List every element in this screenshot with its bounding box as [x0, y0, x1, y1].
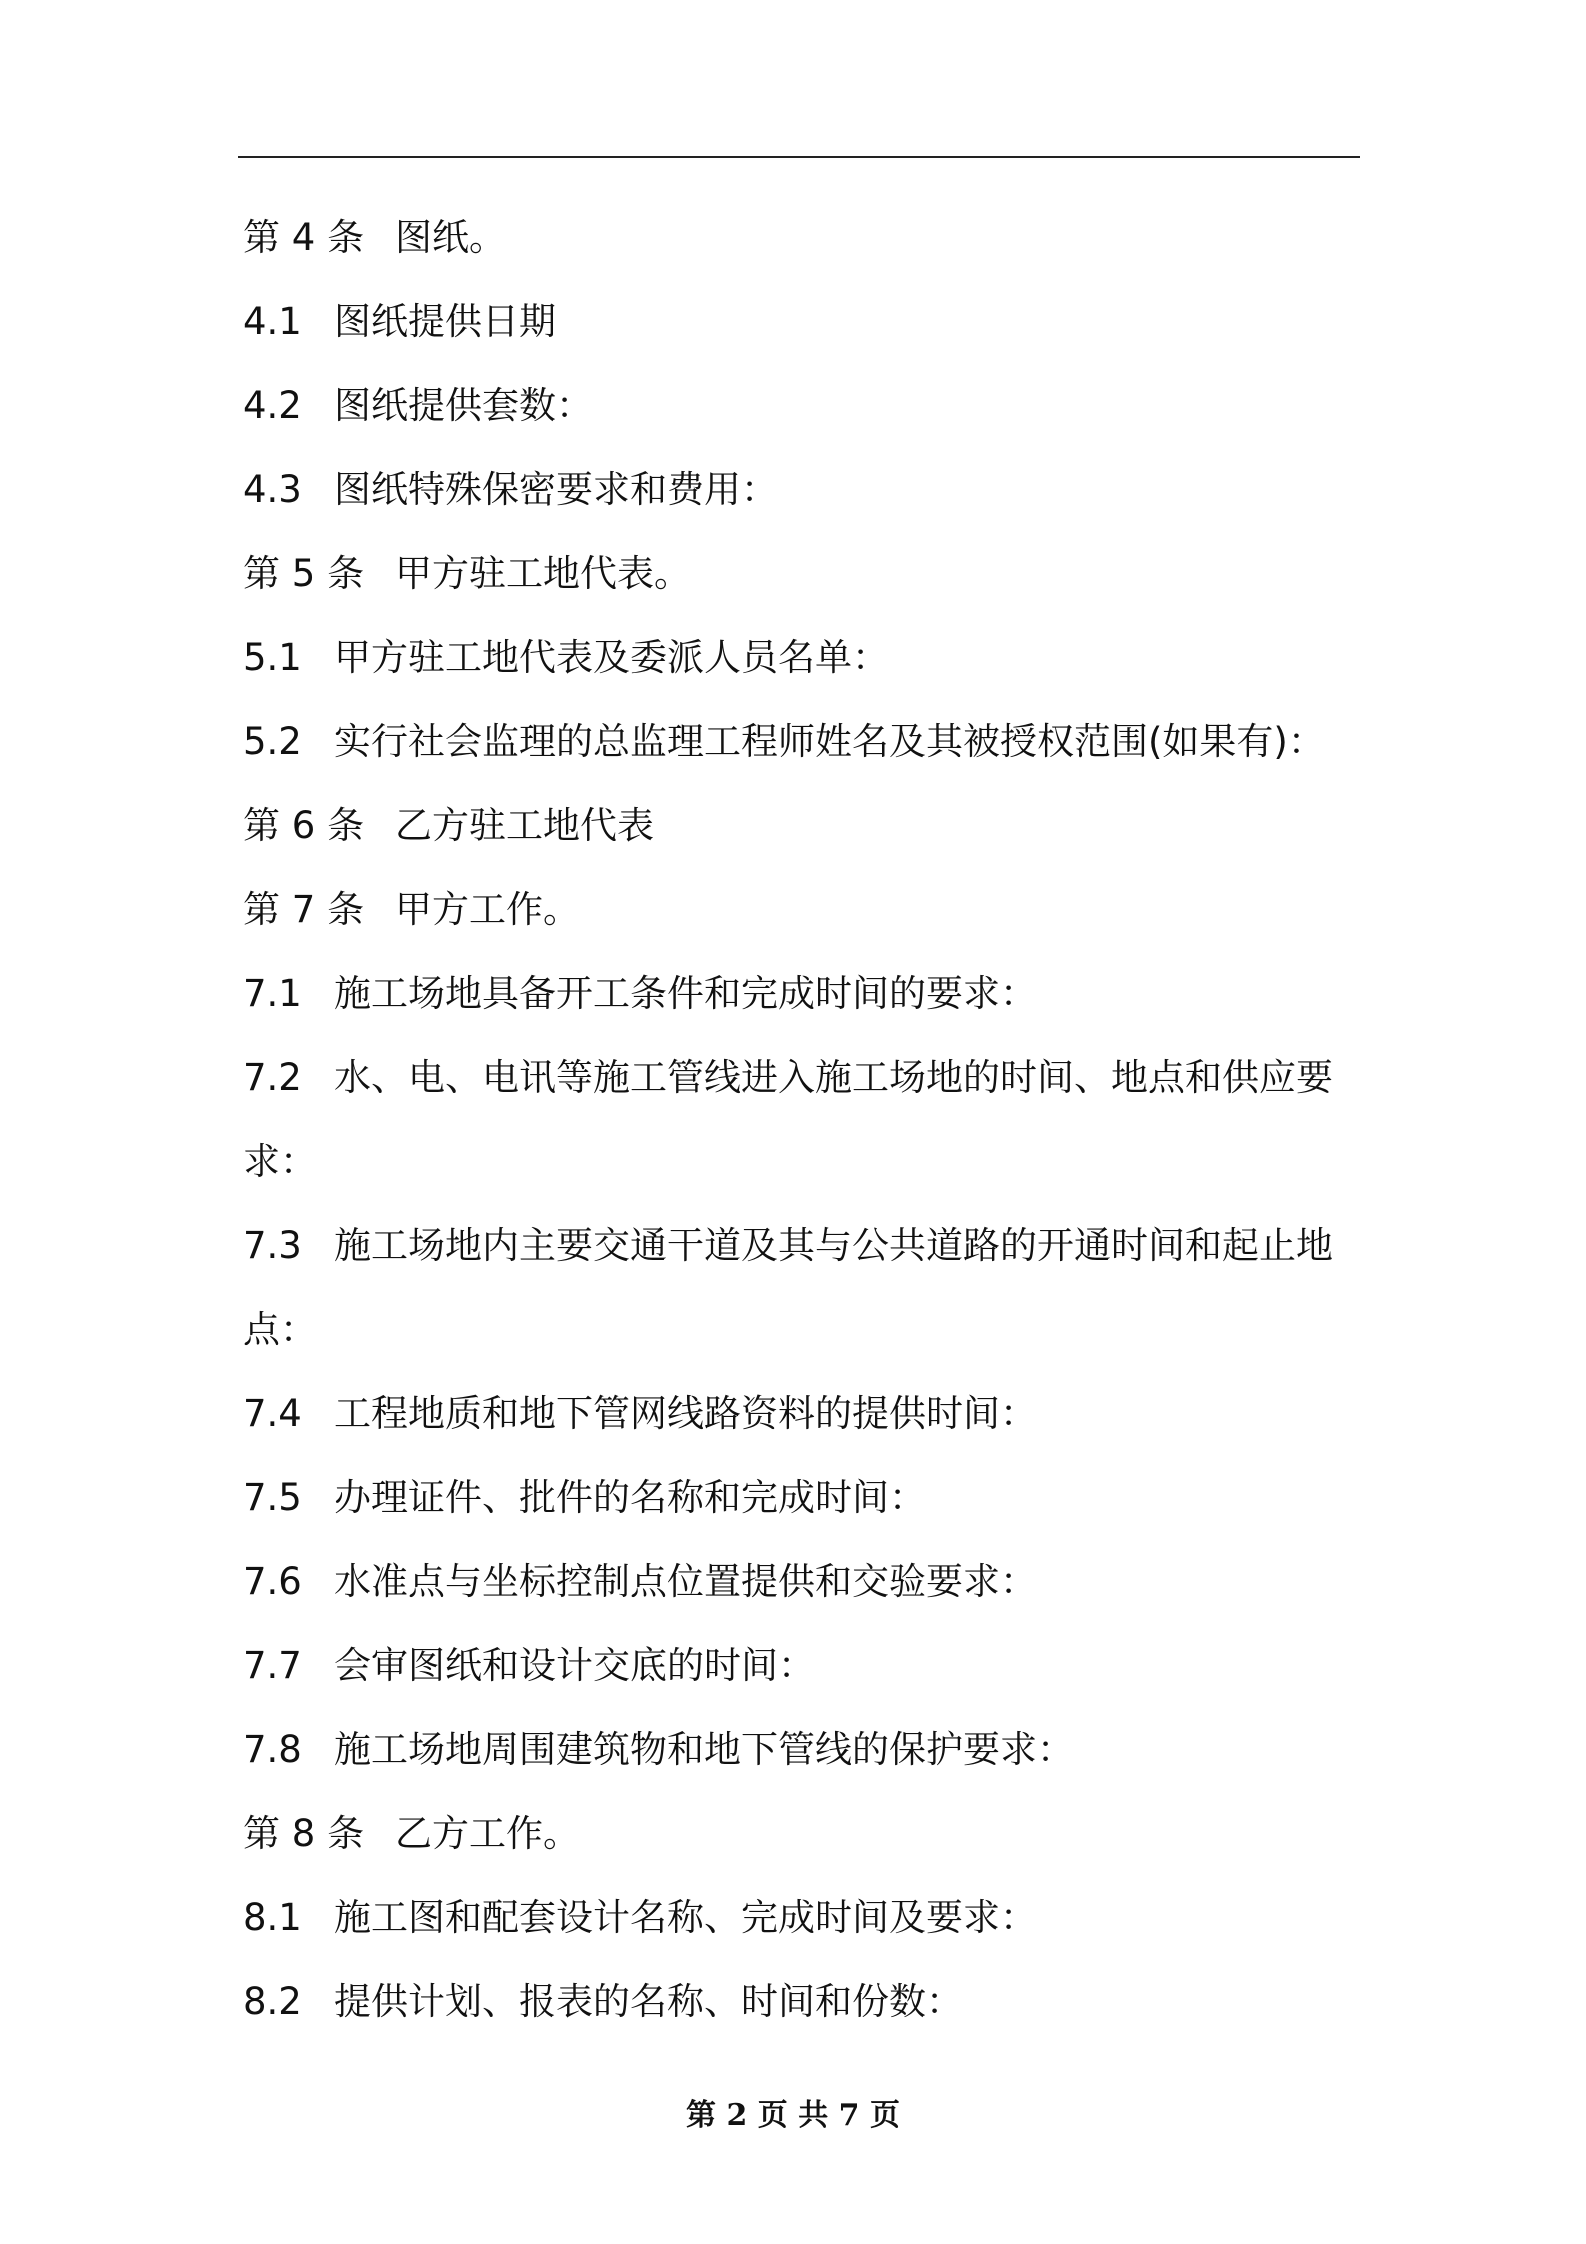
- clause-number: 7.8: [243, 1728, 302, 1771]
- clause-text: 实行社会监理的总监理工程师姓名及其被授权范围(如果有)：: [334, 720, 1325, 763]
- clause-text: 施工场地内主要交通干道及其与公共道路的开通时间和起止地: [334, 1224, 1333, 1267]
- clause-line: [243, 1624, 1355, 1708]
- clause-continuation: [243, 1288, 1355, 1372]
- article-heading: [243, 532, 1355, 616]
- clause-line: [243, 1960, 1355, 2044]
- article-heading: [243, 1792, 1355, 1876]
- clause-line: [243, 280, 1355, 364]
- clause-line: [243, 1036, 1355, 1120]
- clause-text: 施工图和配套设计名称、完成时间及要求：: [334, 1896, 1037, 1939]
- clause-number: 7.6: [243, 1560, 302, 1603]
- clause-number: 5.2: [243, 720, 302, 763]
- clause-text: 提供计划、报表的名称、时间和份数：: [334, 1980, 963, 2023]
- clause-number: 7.3: [243, 1224, 302, 1267]
- clause-number: 7.1: [243, 972, 302, 1015]
- clause-number: 5.1: [243, 636, 302, 679]
- clause-text: 办理证件、批件的名称和完成时间：: [334, 1476, 926, 1519]
- clause-text: 施工场地周围建筑物和地下管线的保护要求：: [334, 1728, 1074, 1771]
- clause-text: 图纸提供套数：: [334, 384, 593, 427]
- clause-line: [243, 952, 1355, 1036]
- clause-number: 第 8 条: [243, 1812, 365, 1855]
- clause-number: 第 6 条: [243, 804, 365, 847]
- clause-text: 乙方工作。: [395, 1812, 580, 1855]
- clause-number: 7.2: [243, 1056, 302, 1099]
- clause-line: [243, 1876, 1355, 1960]
- article-heading: [243, 868, 1355, 952]
- clause-line: [243, 1708, 1355, 1792]
- clause-line: [243, 364, 1355, 448]
- header-rule: [238, 156, 1360, 158]
- clause-number: 第 7 条: [243, 888, 365, 931]
- clause-line: [243, 448, 1355, 532]
- clause-text: 甲方工作。: [395, 888, 580, 931]
- clause-number: 7.5: [243, 1476, 302, 1519]
- clause-line: [243, 1456, 1355, 1540]
- clause-text: 求：: [243, 1140, 317, 1183]
- clause-text: 工程地质和地下管网线路资料的提供时间：: [334, 1392, 1037, 1435]
- clause-number: 8.2: [243, 1980, 302, 2023]
- clause-line: [243, 616, 1355, 700]
- clause-number: 4.2: [243, 384, 302, 427]
- clause-text: 图纸特殊保密要求和费用：: [334, 468, 778, 511]
- clause-number: 4.3: [243, 468, 302, 511]
- clause-line: [243, 1204, 1355, 1288]
- clause-text: 图纸提供日期: [334, 300, 556, 343]
- clause-line: [243, 700, 1355, 784]
- clause-line: [243, 1372, 1355, 1456]
- document-body: [243, 196, 1355, 2044]
- clause-number: 7.4: [243, 1392, 302, 1435]
- article-heading: [243, 784, 1355, 868]
- page-footer: 第 2 页 共 7 页: [686, 2098, 900, 2133]
- clause-number: 4.1: [243, 300, 302, 343]
- clause-text: 甲方驻工地代表及委派人员名单：: [334, 636, 889, 679]
- clause-continuation: [243, 1120, 1355, 1204]
- clause-text: 点：: [243, 1308, 317, 1351]
- article-heading: [243, 196, 1355, 280]
- clause-text: 水、电、电讯等施工管线进入施工场地的时间、地点和供应要: [334, 1056, 1333, 1099]
- clause-text: 水准点与坐标控制点位置提供和交验要求：: [334, 1560, 1037, 1603]
- clause-line: [243, 1540, 1355, 1624]
- clause-number: 第 4 条: [243, 216, 365, 259]
- clause-text: 图纸。: [395, 216, 506, 259]
- clause-number: 第 5 条: [243, 552, 365, 595]
- clause-number: 8.1: [243, 1896, 302, 1939]
- clause-text: 会审图纸和设计交底的时间：: [334, 1644, 815, 1687]
- clause-number: 7.7: [243, 1644, 302, 1687]
- clause-text: 乙方驻工地代表: [395, 804, 654, 847]
- clause-text: 甲方驻工地代表。: [395, 552, 691, 595]
- clause-text: 施工场地具备开工条件和完成时间的要求：: [334, 972, 1037, 1015]
